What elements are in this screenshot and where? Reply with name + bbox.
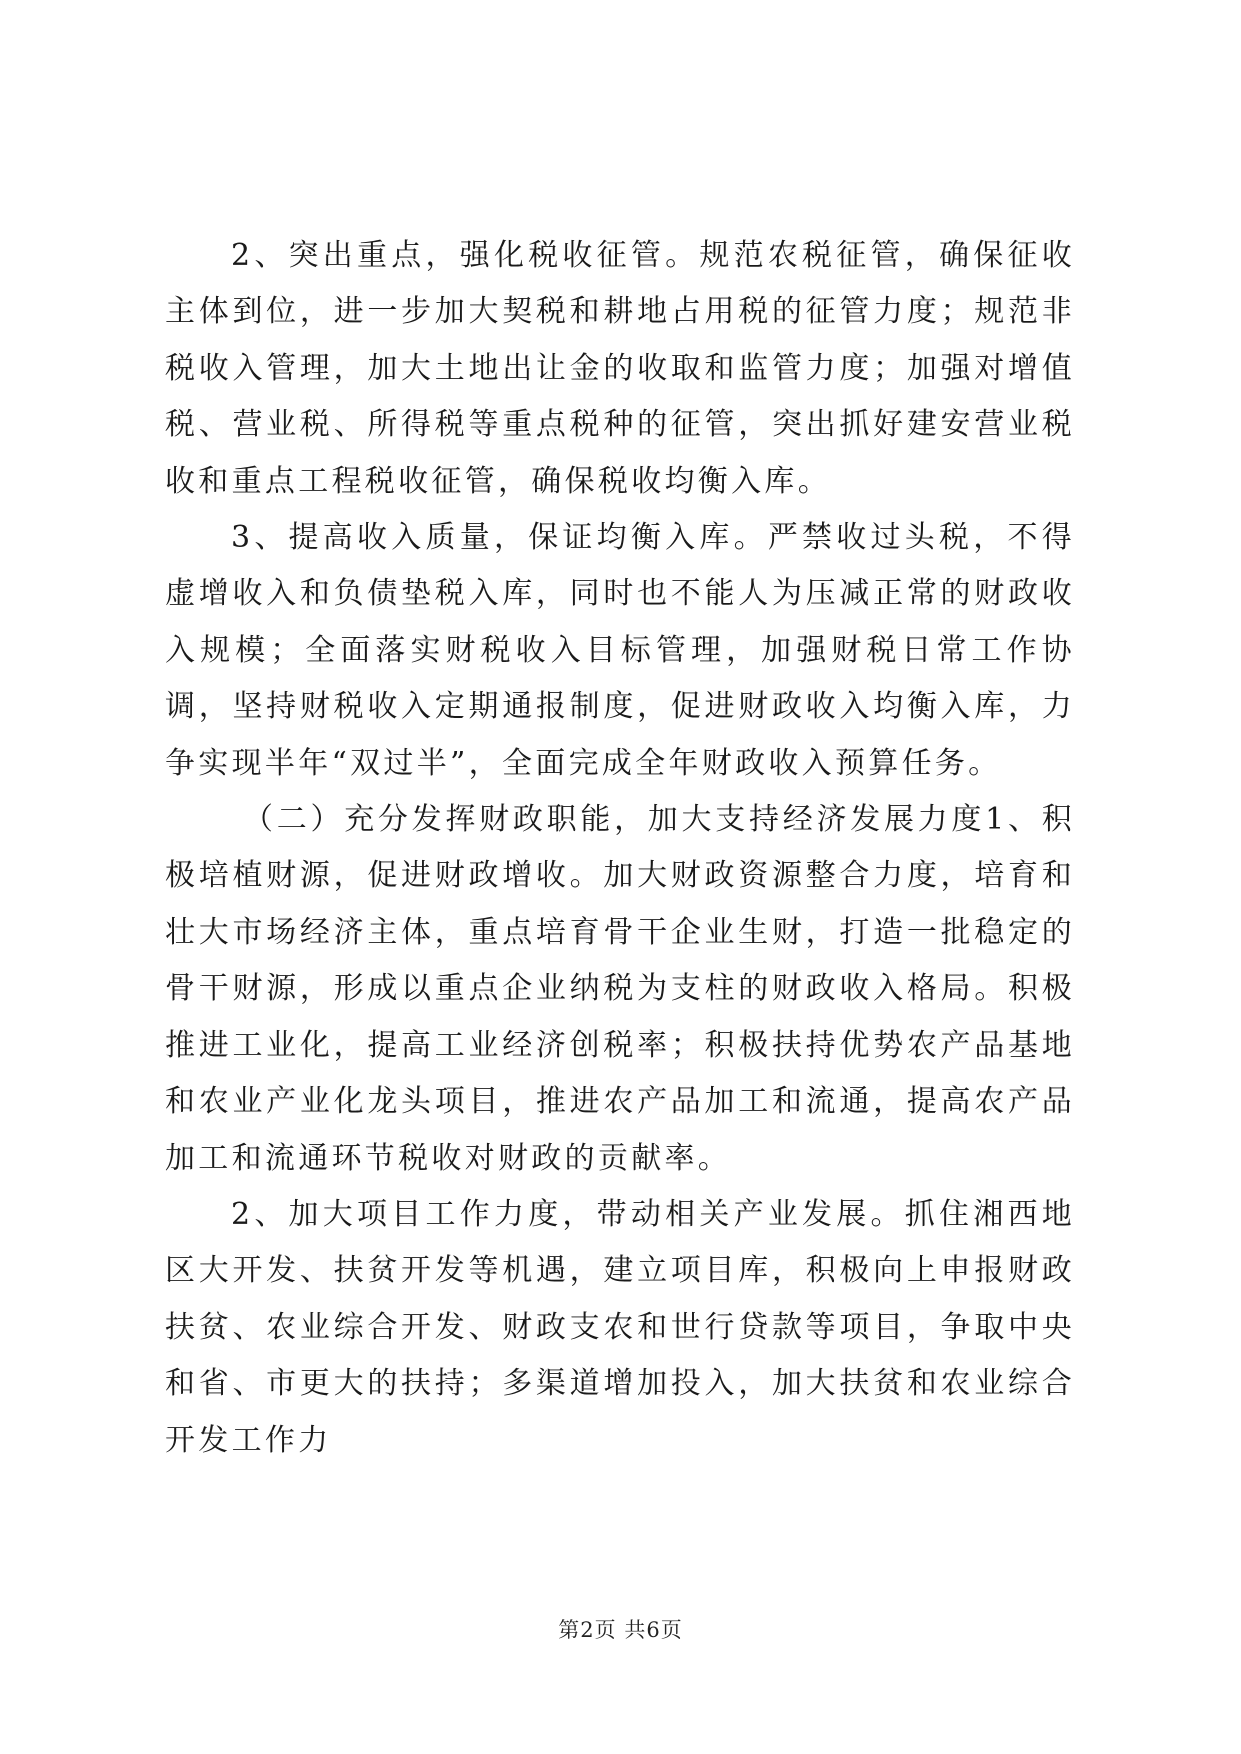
document-body [165, 228, 1075, 1469]
paragraph-fiscal-functions: （二）充分发挥财政职能，加大支持经济发展力度1、积极培植财源，促进财政增收。加大财政资源整合力度，培育和壮大市场经济主体，重点培育骨干企业生财，打造一批稳定的骨干财源，形成以重点企业纳税为支柱的财政收入格局。积极推进工业化，提高工业经济创税率；积极扶持优势农产品基地和农业产业化龙头项目，推进农产品加工和流通，提高农产品加工和流通环节税收对财政的贡献率。 [165, 802, 1075, 1176]
paragraph-revenue-quality: 3、提高收入质量，保证均衡入库。严禁收过头税，不得虚增收入和负债垫税入库，同时也不能人为压减正常的财政收入规模；全面落实财税收入目标管理，加强财税日常工作协调，坚持财税收入定期通报制度，促进财政收入均衡入库，力争实现半年“双过半”，全面完成全年财政收入预算任务。 [165, 520, 1075, 781]
paragraph-project-work: 2、加大项目工作力度，带动相关产业发展。抓住湘西地区大开发、扶贫开发等机遇，建立项目库，积极向上申报财政扶贫、农业综合开发、财政支农和世行贷款等项目，争取中央和省、市更大的扶持；多渠道增加投入，加大扶贫和农业综合开发工作力 [165, 1196, 1075, 1458]
page-number-footer: 第2页 共6页 [558, 1618, 683, 1642]
paragraph-tax-collection: 2、突出重点，强化税收征管。规范农税征管，确保征收主体到位，进一步加大契税和耕地占用税的征管力度；规范非税收入管理，加大土地出让金的收取和监管力度；加强对增值税、营业税、所得税等重点税种的征管，突出抓好建安营业税收和重点工程税收征管，确保税收均衡入库。 [165, 238, 1075, 499]
